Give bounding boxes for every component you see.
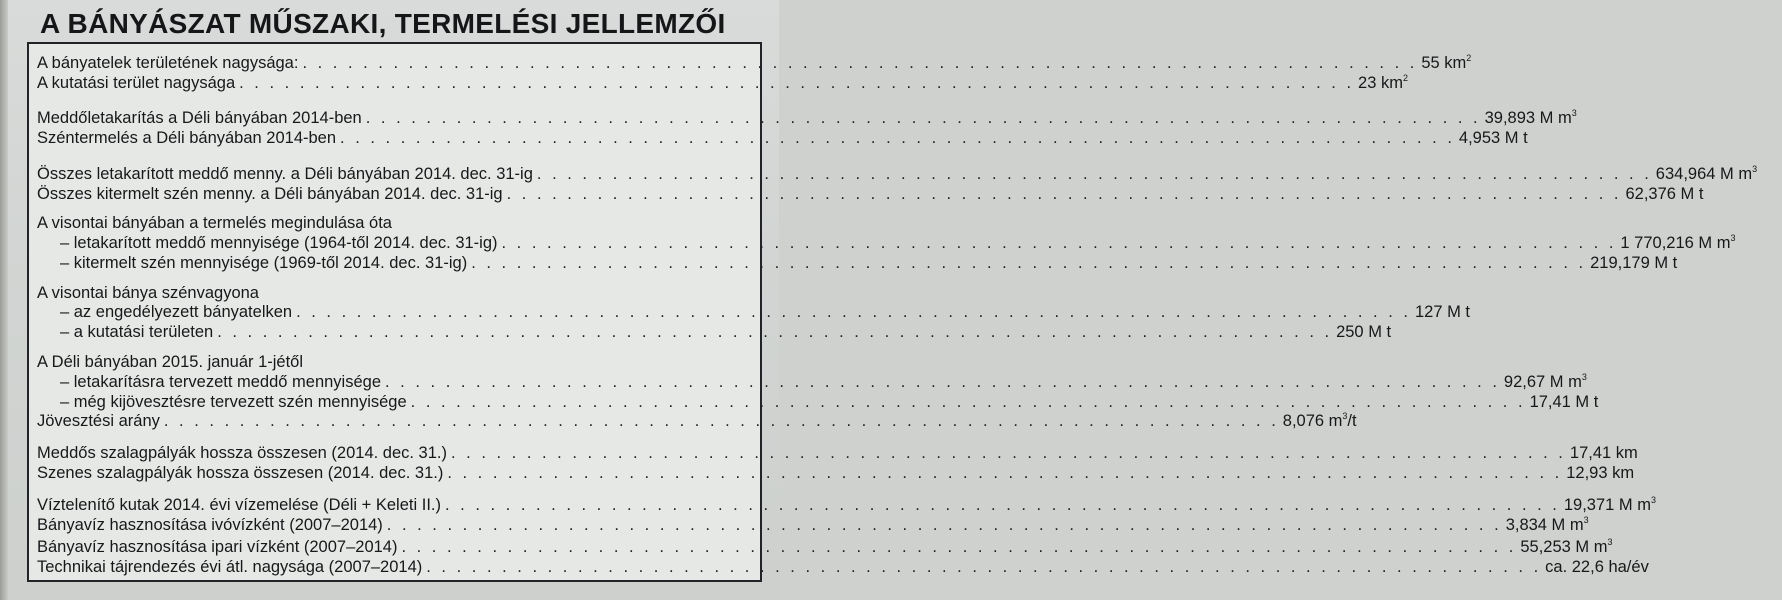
row-value [1506,514,1632,536]
row-label: Szenes szalagpályák hossza összesen (2014. dec. 31.) [37,464,444,482]
row-label: – letakarított meddő mennyisége (1964-től 2014. dec. 31-ig) [60,234,498,252]
row-label: – kitermelt szén mennyisége (1969-től 2014. dec. 31-ig) [60,254,468,272]
value-text: 634,964 M m [1655,165,1753,183]
row-value [1566,462,1692,484]
wall-edge [0,0,8,600]
unit-exponent: 3 [1581,372,1587,382]
row-label: Meddőletakarítás a Déli bányában 2014-ben [37,109,362,127]
row-value [1358,72,1484,94]
plaque-title: A BÁNYÁSZAT MŰSZAKI, TERMELÉSI JELLEMZŐI [40,8,726,39]
value-text: 127 M t [1414,303,1471,321]
value-text: 219,179 M t [1590,254,1678,272]
value-text: 62,376 M t [1625,185,1704,203]
leader-dots: . . . . . . . . . . . . . . . . . . . . . . . . . . . . . . . . . . . . . . . . . . . . . . . . . . . . . . . . . . . . . . . . . . . . . . . . . . [501,234,1617,252]
row-value [1504,371,1630,393]
value-text: 250 M t [1336,323,1392,341]
unit-exponent: 3 [1342,411,1348,421]
data-row [37,183,1704,205]
unit-exponent: 3 [1651,495,1657,505]
value-text: 17,41 km [1569,444,1638,462]
row-label: – még kijövesztésre tervezett szén mennyisége [60,393,407,411]
value-text: 92,67 M m [1503,373,1582,391]
data-row [60,252,1678,274]
unit-exponent: 3 [1583,515,1589,525]
data-row [37,556,1649,578]
row-value [1485,107,1611,129]
leader-dots: . . . . . . . . . . . . . . . . . . . . . . . . . . . . . . . . . . . . . . . . . . . . . . . . . . . . . . . . . . . . . . . . . . . . . . . . . . [426,558,1542,576]
data-row [37,72,1408,94]
unit-exponent: 3 [1607,537,1613,547]
row-label: Összes letakarított meddő menny. a Déli bányában 2014. dec. 31-ig [37,165,533,183]
row-value [1283,410,1409,432]
value-text: 55 km [1421,54,1467,72]
data-row [60,371,1587,393]
data-row [37,410,1357,432]
row-label: Bányavíz hasznosítása ivóvízként (2007–2014) [37,516,383,534]
row-label: Összes kitermelt szén menny. a Déli bányában 2014. dec. 31-ig [37,185,503,203]
data-row [37,536,1613,558]
leader-dots: . . . . . . . . . . . . . . . . . . . . . . . . . . . . . . . . . . . . . . . . . . . . . . . . . . . . . . . . . . . . . . . . . . . . . . . . . . [410,393,1526,411]
leader-dots: . . . . . . . . . . . . . . . . . . . . . . . . . . . . . . . . . . . . . . . . . . . . . . . . . . . . . . . . . . . . . . . . . . . . . . . . . . [296,303,1411,321]
data-row [60,321,1392,343]
leader-dots: . . . . . . . . . . . . . . . . . . . . . . . . . . . . . . . . . . . . . . . . . . . . . . . . . . . . . . . . . . . . . . . . . . . . . . . . . . [239,74,1355,92]
value-text: 3,834 M m [1505,516,1584,534]
leader-dots: . . . . . . . . . . . . . . . . . . . . . . . . . . . . . . . . . . . . . . . . . . . . . . . . . . . . . . . . . . . . . . . . . . . . . . . . . . [340,129,1455,147]
row-label: Technikai tájrendezés évi átl. nagysága (2007–2014) [37,558,423,576]
value-text: ca. 22,6 ha/év [1545,558,1649,576]
row-value [1421,52,1547,74]
leader-dots: . . . . . . . . . . . . . . . . . . . . . . . . . . . . . . . . . . . . . . . . . . . . . . . . . . . . . . . . . . . . . . . . . . . . . . . . . . [506,185,1622,203]
row-label: A visontai bányában a termelés megindulása óta [37,214,392,232]
value-text: 55,253 M m [1520,538,1608,556]
row-label: A bányatelek területének nagysága: [37,54,299,72]
leader-dots: . . . . . . . . . . . . . . . . . . . . . . . . . . . . . . . . . . . . . . . . . . . . . . . . . . . . . . . . . . . . . . . . . . . . . . . . . . [365,109,1481,127]
row-value [1336,321,1462,343]
row-label: Meddős szalagpályák hossza összesen (2014. dec. 31.) [37,444,447,462]
leader-dots: . . . . . . . . . . . . . . . . . . . . . . . . . . . . . . . . . . . . . . . . . . . . . . . . . . . . . . . . . . . . . . . . . . . . . . . . . . [471,254,1587,272]
row-value [1415,301,1541,323]
row-label: – a kutatási területen [60,323,214,341]
unit-exponent: 2 [1402,73,1408,83]
unit-suffix: /t [1347,412,1357,430]
unit-exponent: 2 [1466,53,1472,63]
unit-exponent: 3 [1571,108,1577,118]
row-value [1620,232,1746,254]
row-label: A kutatási terület nagysága [37,74,236,92]
value-text: 19,371 M m [1563,496,1651,514]
row-label: A Déli bányában 2015. január 1-jétől [37,353,304,371]
unit-exponent: 3 [1730,233,1736,243]
data-row [60,301,1471,323]
row-value [1656,163,1782,185]
row-label: Bányavíz hasznosítása ipari vízként (2007–2014) [37,538,398,556]
value-text: 39,893 M m [1484,109,1572,127]
row-label: A visontai bánya szénvagyona [37,284,259,302]
row-value [1545,556,1671,578]
data-row [37,163,1758,185]
leader-dots: . . . . . . . . . . . . . . . . . . . . . . . . . . . . . . . . . . . . . . . . . . . . . . . . . . . . . . . . . . . . . . . . . . . . . . . . . . [302,54,1418,72]
section-heading [37,351,303,373]
row-label: – az engedélyezett bányatelken [60,303,293,321]
leader-dots: . . . . . . . . . . . . . . . . . . . . . . . . . . . . . . . . . . . . . . . . . . . . . . . . . . . . . . . . . . . . . . . . . . . . . . . . . . [536,165,1652,183]
value-text: 12,93 km [1566,464,1635,482]
leader-dots: . . . . . . . . . . . . . . . . . . . . . . . . . . . . . . . . . . . . . . . . . . . . . . . . . . . . . . . . . . . . . . . . . . . . . . . . . . [386,516,1502,534]
leader-dots: . . . . . . . . . . . . . . . . . . . . . . . . . . . . . . . . . . . . . . . . . . . . . . . . . . . . . . . . . . . . . . . . . . . . . . . . . . [217,323,1333,341]
value-text: 17,41 M t [1529,393,1599,411]
data-row [37,494,1657,516]
data-row [37,107,1577,129]
row-value [1564,494,1690,516]
leader-dots: . . . . . . . . . . . . . . . . . . . . . . . . . . . . . . . . . . . . . . . . . . . . . . . . . . . . . . . . . . . . . . . . . . . . . . . . . . [451,444,1566,462]
leader-dots: . . . . . . . . . . . . . . . . . . . . . . . . . . . . . . . . . . . . . . . . . . . . . . . . . . . . . . . . . . . . . . . . . . . . . . . . . . [385,373,1500,391]
data-row [37,127,1528,149]
value-text: 8,076 m [1282,412,1343,430]
leader-dots: . . . . . . . . . . . . . . . . . . . . . . . . . . . . . . . . . . . . . . . . . . . . . . . . . . . . . . . . . . . . . . . . . . . . . . . . . . [401,538,1517,556]
leader-dots: . . . . . . . . . . . . . . . . . . . . . . . . . . . . . . . . . . . . . . . . . . . . . . . . . . . . . . . . . . . . . . . . . . . . . . . . . . [444,496,1560,514]
data-row [37,462,1635,484]
row-value [1520,536,1646,558]
row-value [1590,252,1716,274]
row-label: – letakarításra tervezett meddő mennyisége [60,373,382,391]
row-value [1530,391,1656,413]
unit-exponent: 3 [1752,164,1758,174]
data-row [60,232,1736,254]
row-value [1570,442,1696,464]
value-text: 23 km [1358,74,1403,92]
data-row [37,442,1638,464]
value-text: 1 770,216 M m [1620,234,1731,252]
row-label: Széntermelés a Déli bányában 2014-ben [37,129,337,147]
data-row [37,514,1589,536]
row-value [1459,127,1585,149]
leader-dots: . . . . . . . . . . . . . . . . . . . . . . . . . . . . . . . . . . . . . . . . . . . . . . . . . . . . . . . . . . . . . . . . . . . . . . . . . . [447,464,1563,482]
row-value [1626,183,1752,205]
leader-dots: . . . . . . . . . . . . . . . . . . . . . . . . . . . . . . . . . . . . . . . . . . . . . . . . . . . . . . . . . . . . . . . . . . . . . . . . . . [163,412,1279,430]
section-heading [37,212,392,234]
row-label: Víztelenítő kutak 2014. évi vízemelése (Déli + Keleti II.) [37,496,441,514]
row-label: Jövesztési arány [37,412,160,430]
value-text: 4,953 M t [1458,129,1528,147]
data-row [37,52,1472,74]
